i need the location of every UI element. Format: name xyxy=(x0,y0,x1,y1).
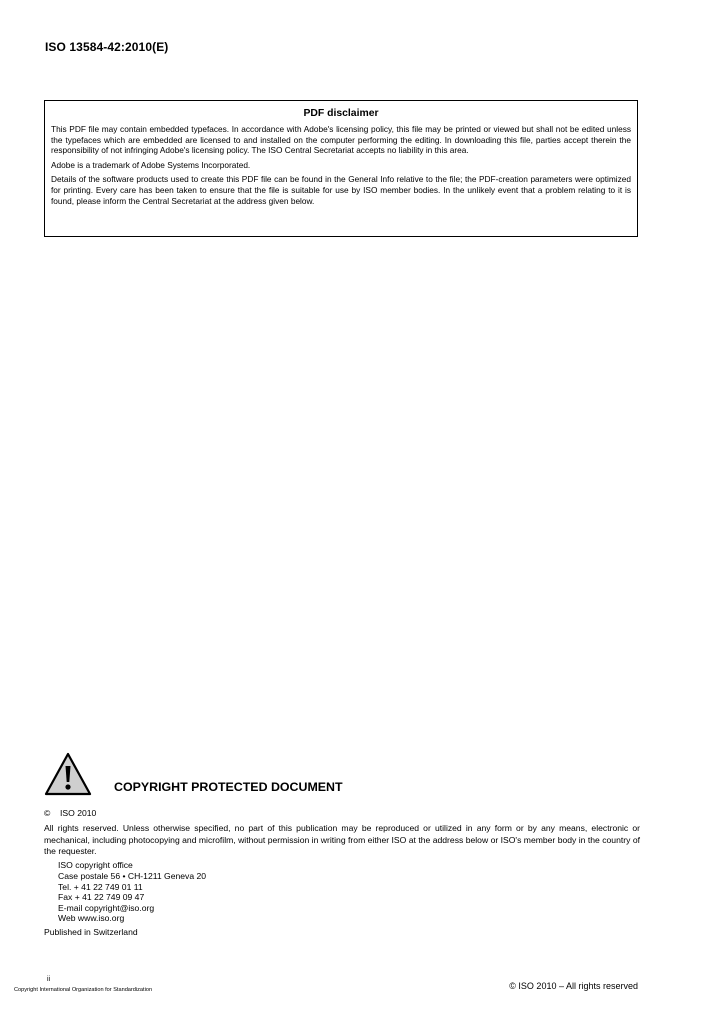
copyright-year-line xyxy=(44,808,640,819)
footer-rights-reserved: © ISO 2010 – All rights reserved xyxy=(509,981,638,991)
copyright-symbol: © xyxy=(44,808,51,818)
pdf-disclaimer-box xyxy=(44,100,638,237)
address-line: ISO copyright office xyxy=(58,860,133,871)
disclaimer-title: PDF disclaimer xyxy=(303,108,379,119)
published-location: Published in Switzerland xyxy=(44,926,138,937)
copyright-header xyxy=(44,752,640,800)
page-number: ii xyxy=(47,976,51,983)
disclaimer-paragraph-1: This PDF file may contain embedded typefaces. In accordance with Adobe's licensing policy, this file may be printed or viewed but shall not be edited unless the typefaces which are embedded are licensed to and installed on the computer performing the editing. In downloading this file, parties accept therein the responsibility of not infringing Adobe's licensing policy. The ISO Central Secretariat accepts no liability in this area. xyxy=(51,124,631,156)
address-line: Tel. + 41 22 749 01 11 xyxy=(58,881,143,892)
footer-copyright-notice: Copyright International Organization for Standardization xyxy=(14,987,153,993)
warning-triangle-icon xyxy=(44,752,92,796)
copyright-year: ISO 2010 xyxy=(60,808,97,818)
address-line: Web www.iso.org xyxy=(58,913,125,924)
disclaimer-paragraph-3: Details of the software products used to create this PDF file can be found in the General Info relative to the file; the PDF-creation parameters were optimized for printing. Every care has been taken to ensure that the file is suitable for use by ISO member bodies. In the unlikely event that a problem relating to it is found, please inform the Central Secretariat at the address given below. xyxy=(51,174,631,206)
document-id: ISO 13584-42:2010(E) xyxy=(45,40,169,54)
copyright-office-address xyxy=(44,860,640,924)
copyright-rights-text: All rights reserved. Unless otherwise specified, no part of this publication may be reproduced or utilized in any form or by any means, electronic or mechanical, including photocopying and microfilm, without permission in writing from either ISO at the address below or ISO's member body in the country of the requester. xyxy=(44,823,640,857)
copyright-section xyxy=(44,752,640,938)
address-line: Case postale 56 • CH-1211 Geneva 20 xyxy=(58,871,207,882)
copyright-title: COPYRIGHT PROTECTED DOCUMENT xyxy=(114,780,343,794)
address-line: E-mail copyright@iso.org xyxy=(58,902,155,913)
disclaimer-paragraph-2: Adobe is a trademark of Adobe Systems Incorporated. xyxy=(51,159,251,170)
address-line: Fax + 41 22 749 09 47 xyxy=(58,892,145,903)
